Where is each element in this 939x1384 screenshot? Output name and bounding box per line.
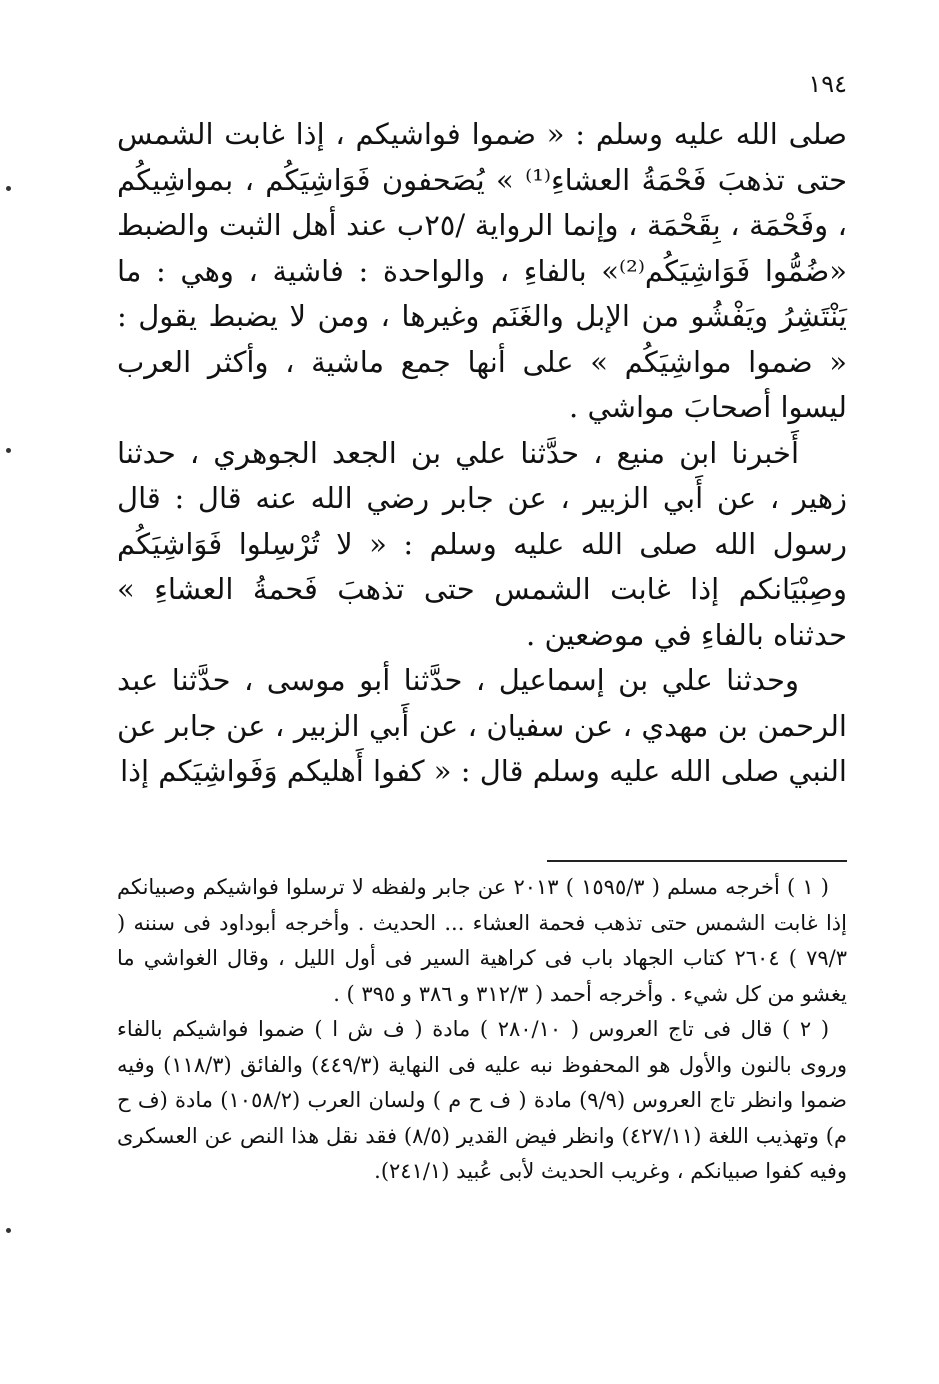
margin-mark — [6, 186, 11, 191]
main-text — [117, 112, 847, 795]
margin-mark — [6, 448, 11, 453]
paragraph: صلى الله عليه وسلم : « ضموا فواشيكم ، إذا غابت الشمس حتى تذهبَ فَحْمَةُ العشاءِ⁽¹⁾ » يُصَحفون فَوَاشِيَكُم ، بمواشِيكُم ، وفَحْمَة ، بِقَحْمَة ، وإنما الرواية /٢٥ب عند أهل الثبت والضبط «ضُمُّوا فَوَاشِيَكُم⁽²⁾» بالفاءِ ، والواحدة : فاشية ، وهي : ما يَنْتَشِرُ ويَفْشُو من الإبل والغَنَم وغيرها ، ومن لا يضبط يقول : « ضموا مواشِيَكُم » على أنها جمع ماشية ، وأكثر العرب ليسوا أصحابَ مواشي . — [117, 117, 848, 424]
footnote: ( ٢ ) قال فى تاج العروس ( ٢٨٠/١٠ ) مادة ( ف ش ا ) ضموا فواشيكم بالفاء وروى بالنون والأول هو المحفوظ نبه عليه فى النهاية (٤٤٩/٣) والفائق (١١٨/٣) وفيه ضموا وانظر تاج العروس (٩/٩) مادة ( ف ح م ) ولسان العرب (١٠٥٨/٢) مادة (ف ح م) وتهذيب اللغة (٤٢٧/١١) وانظر فيض القدير (٨/٥) فقد نقل هذا النص عن العسكرى وفيه كفوا صبيانكم ، وغريب الحديث لأبى عُبيد (٢٤١/١). — [117, 1017, 847, 1183]
margin-mark — [6, 1228, 11, 1233]
paragraph: أَخبرنا ابن منيع ، حدَّثنا علي بن الجعد الجوهري ، حدثنا زهير ، عن أَبي الزبير ، عن جابر رضي الله عنه قال : قال رسول الله صلى الله عليه وسلم : « لا تُرْسِلوا فَوَاشِيَكُم وصِبْيَانكم إذا غابت الشمس حتى تذهبَ فَحمةُ العشاءِ » حدثناه بالفاءِ في موضعين . — [117, 435, 847, 652]
footnote: ( ١ ) أخرجه مسلم ( ١٥٩٥/٣ ) ٢٠١٣ عن جابر ولفظه لا ترسلوا فواشيكم وصبيانكم إذا غابت الشمس حتى تذهب فحمة العشاء ... الحديث . وأخرجه أبوداود فى سننه ( ٧٩/٣ ) ٢٦٠٤ كتاب الجهاد باب فى كراهية السير فى أول الليل ، وقال الغواشي ما يغشو من كل شيء . وأخرجه أحمد ( ٣١٢/٣ و ٣٨٦ و ٣٩٥ ) . — [117, 875, 847, 1006]
page-number: ١٩٤ — [808, 70, 847, 98]
paragraph: وحدثنا علي بن إسماعيل ، حدَّثنا أبو موسى ، حدَّثنا عبد الرحمن بن مهدي ، عن سفيان ، عن أَبي الزبير ، عن جابر عن النبي صلى الله عليه وسلم قال : « كفوا أَهليكم وَفَواشِيَكم إذا — [117, 663, 847, 788]
footnotes — [117, 870, 847, 1190]
footnote-separator — [547, 860, 847, 862]
